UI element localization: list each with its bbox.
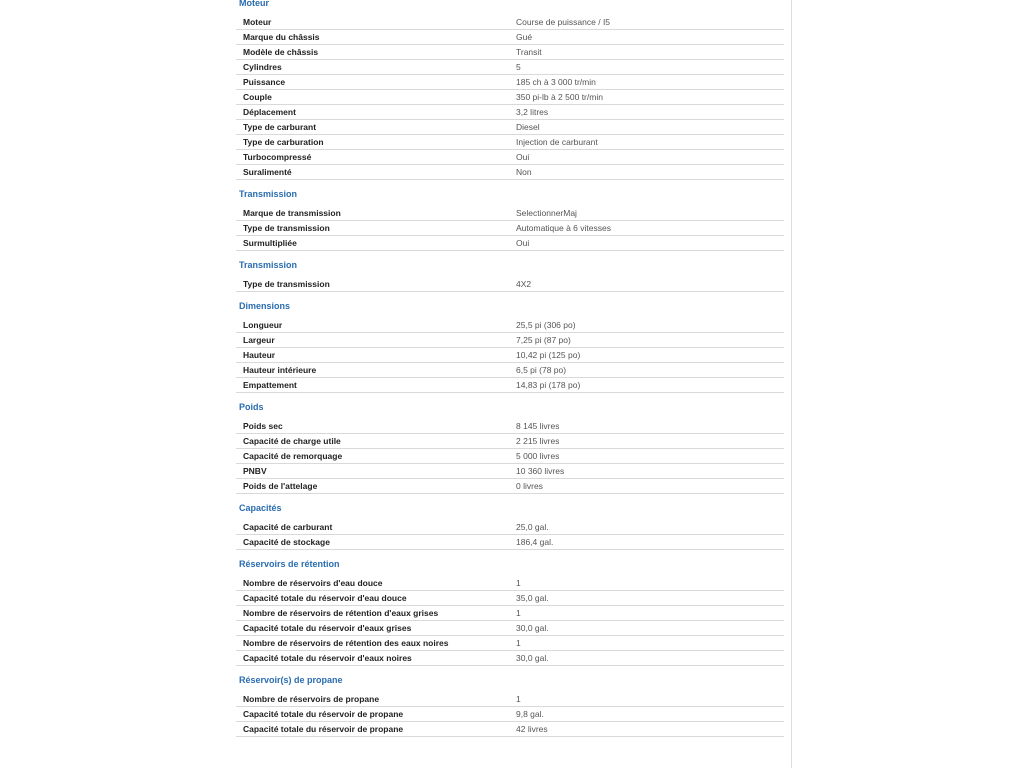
spec-label: Empattement [243,380,297,390]
spec-value: 1 [516,638,521,648]
spec-value: 4X2 [516,279,532,289]
spec-section [236,558,784,666]
spec-label: Capacité de stockage [243,537,330,547]
spec-table [236,318,784,393]
spec-section [236,674,784,737]
spec-value: Transit [516,47,542,57]
spec-row [236,651,784,666]
spec-label: Déplacement [243,107,296,117]
spec-label: Couple [243,92,272,102]
spec-row [236,479,784,494]
spec-table [236,15,784,180]
spec-row [236,165,784,180]
spec-label: Nombre de réservoirs de rétention des eaux noires [243,638,449,648]
spec-value: 8 145 livres [516,421,560,431]
spec-row [236,722,784,737]
spec-label: Suralimenté [243,167,292,177]
spec-value: 10 360 livres [516,466,565,476]
spec-row [236,576,784,591]
spec-value: 10,42 pi (125 po) [516,350,581,360]
spec-value: 25,5 pi (306 po) [516,320,576,330]
spec-row [236,591,784,606]
spec-table [236,576,784,666]
spec-label: Type de carburant [243,122,317,132]
spec-value: 186,4 gal. [516,537,554,547]
section-title: Réservoir(s) de propane [239,675,343,685]
spec-value: 3,2 litres [516,107,549,117]
spec-label: Type de carburation [243,137,324,147]
spec-value: 25,0 gal. [516,522,549,532]
spec-section [236,300,784,393]
spec-value: Automatique à 6 vitesses [516,223,611,233]
spec-table [236,419,784,494]
section-title: Transmission [239,260,298,270]
spec-value: Oui [516,152,530,162]
spec-label: Surmultipliée [243,238,297,248]
spec-value: 1 [516,578,521,588]
spec-value: 14,83 pi (178 po) [516,380,581,390]
spec-label: Nombre de réservoirs de rétention d'eaux grises [243,608,439,618]
spec-value: 2 215 livres [516,436,560,446]
spec-row [236,318,784,333]
spec-row [236,606,784,621]
spec-row [236,464,784,479]
spec-row [236,90,784,105]
section-title: Moteur [239,0,269,8]
spec-label: Type de transmission [243,279,330,289]
spec-value: 30,0 gal. [516,623,549,633]
spec-value: Gué [516,32,533,42]
spec-label: Marque de transmission [243,208,341,218]
spec-row [236,221,784,236]
spec-label: Capacité totale du réservoir de propane [243,724,404,734]
spec-label: Capacité de remorquage [243,451,343,461]
section-title: Dimensions [239,301,291,311]
spec-label: Nombre de réservoirs d'eau douce [243,578,383,588]
spec-row [236,120,784,135]
spec-row [236,105,784,120]
spec-row [236,520,784,535]
spec-label: Hauteur [243,350,276,360]
spec-row [236,449,784,464]
spec-value: Diesel [516,122,540,132]
spec-row [236,15,784,30]
section-title: Transmission [239,189,298,199]
spec-value: 5 [516,62,521,72]
spec-section [236,0,784,180]
spec-table [236,520,784,550]
spec-row [236,277,784,292]
spec-label: Poids de l'attelage [243,481,318,491]
spec-label: Type de transmission [243,223,330,233]
spec-section [236,259,784,292]
spec-label: Hauteur intérieure [243,365,317,375]
spec-row [236,363,784,378]
spec-row [236,378,784,393]
spec-value: Course de puissance / I5 [516,17,611,27]
spec-label: Turbocompressé [243,152,312,162]
spec-row [236,707,784,722]
spec-label: Cylindres [243,62,282,72]
spec-value: Injection de carburant [516,137,598,147]
spec-value: 7,25 pi (87 po) [516,335,571,345]
spec-table [236,692,784,737]
spec-row [236,419,784,434]
spec-value: 185 ch à 3 000 tr/min [516,77,596,87]
section-title: Capacités [239,503,282,513]
spec-value: 42 livres [516,724,548,734]
spec-row [236,206,784,221]
spec-label: Capacité totale du réservoir d'eaux grises [243,623,412,633]
spec-label: Marque du châssis [243,32,320,42]
spec-section [236,188,784,251]
spec-row [236,333,784,348]
spec-label: Poids sec [243,421,283,431]
spec-row [236,45,784,60]
spec-row [236,30,784,45]
spec-value: 9,8 gal. [516,709,544,719]
spec-row [236,636,784,651]
spec-label: Moteur [243,17,272,27]
spec-label: Capacité totale du réservoir d'eau douce [243,593,407,603]
spec-label: Largeur [243,335,275,345]
spec-row [236,692,784,707]
spec-label: Longueur [243,320,283,330]
spec-value: 1 [516,694,521,704]
spec-value: Non [516,167,532,177]
spec-section [236,502,784,550]
spec-content [236,0,784,745]
spec-row [236,135,784,150]
spec-row [236,434,784,449]
spec-section [236,401,784,494]
spec-value: SelectionnerMaj [516,208,577,218]
spec-value: 1 [516,608,521,618]
spec-row [236,621,784,636]
spec-table [236,206,784,251]
spec-value: Oui [516,238,530,248]
section-title: Poids [239,402,264,412]
spec-label: Capacité totale du réservoir de propane [243,709,404,719]
spec-row [236,236,784,251]
spec-value: 35,0 gal. [516,593,549,603]
spec-label: Puissance [243,77,286,87]
spec-value: 5 000 livres [516,451,560,461]
section-title: Réservoirs de rétention [239,559,340,569]
spec-label: Nombre de réservoirs de propane [243,694,380,704]
content-divider [791,0,792,768]
spec-row [236,535,784,550]
spec-row [236,75,784,90]
spec-table [236,277,784,292]
spec-row [236,348,784,363]
spec-row [236,150,784,165]
spec-value: 30,0 gal. [516,653,549,663]
spec-label: Capacité totale du réservoir d'eaux noires [243,653,412,663]
spec-label: PNBV [243,466,267,476]
spec-label: Capacité de charge utile [243,436,341,446]
spec-value: 0 livres [516,481,543,491]
spec-label: Modèle de châssis [243,47,319,57]
spec-value: 6,5 pi (78 po) [516,365,567,375]
spec-row [236,60,784,75]
spec-value: 350 pi-lb à 2 500 tr/min [516,92,603,102]
spec-label: Capacité de carburant [243,522,333,532]
